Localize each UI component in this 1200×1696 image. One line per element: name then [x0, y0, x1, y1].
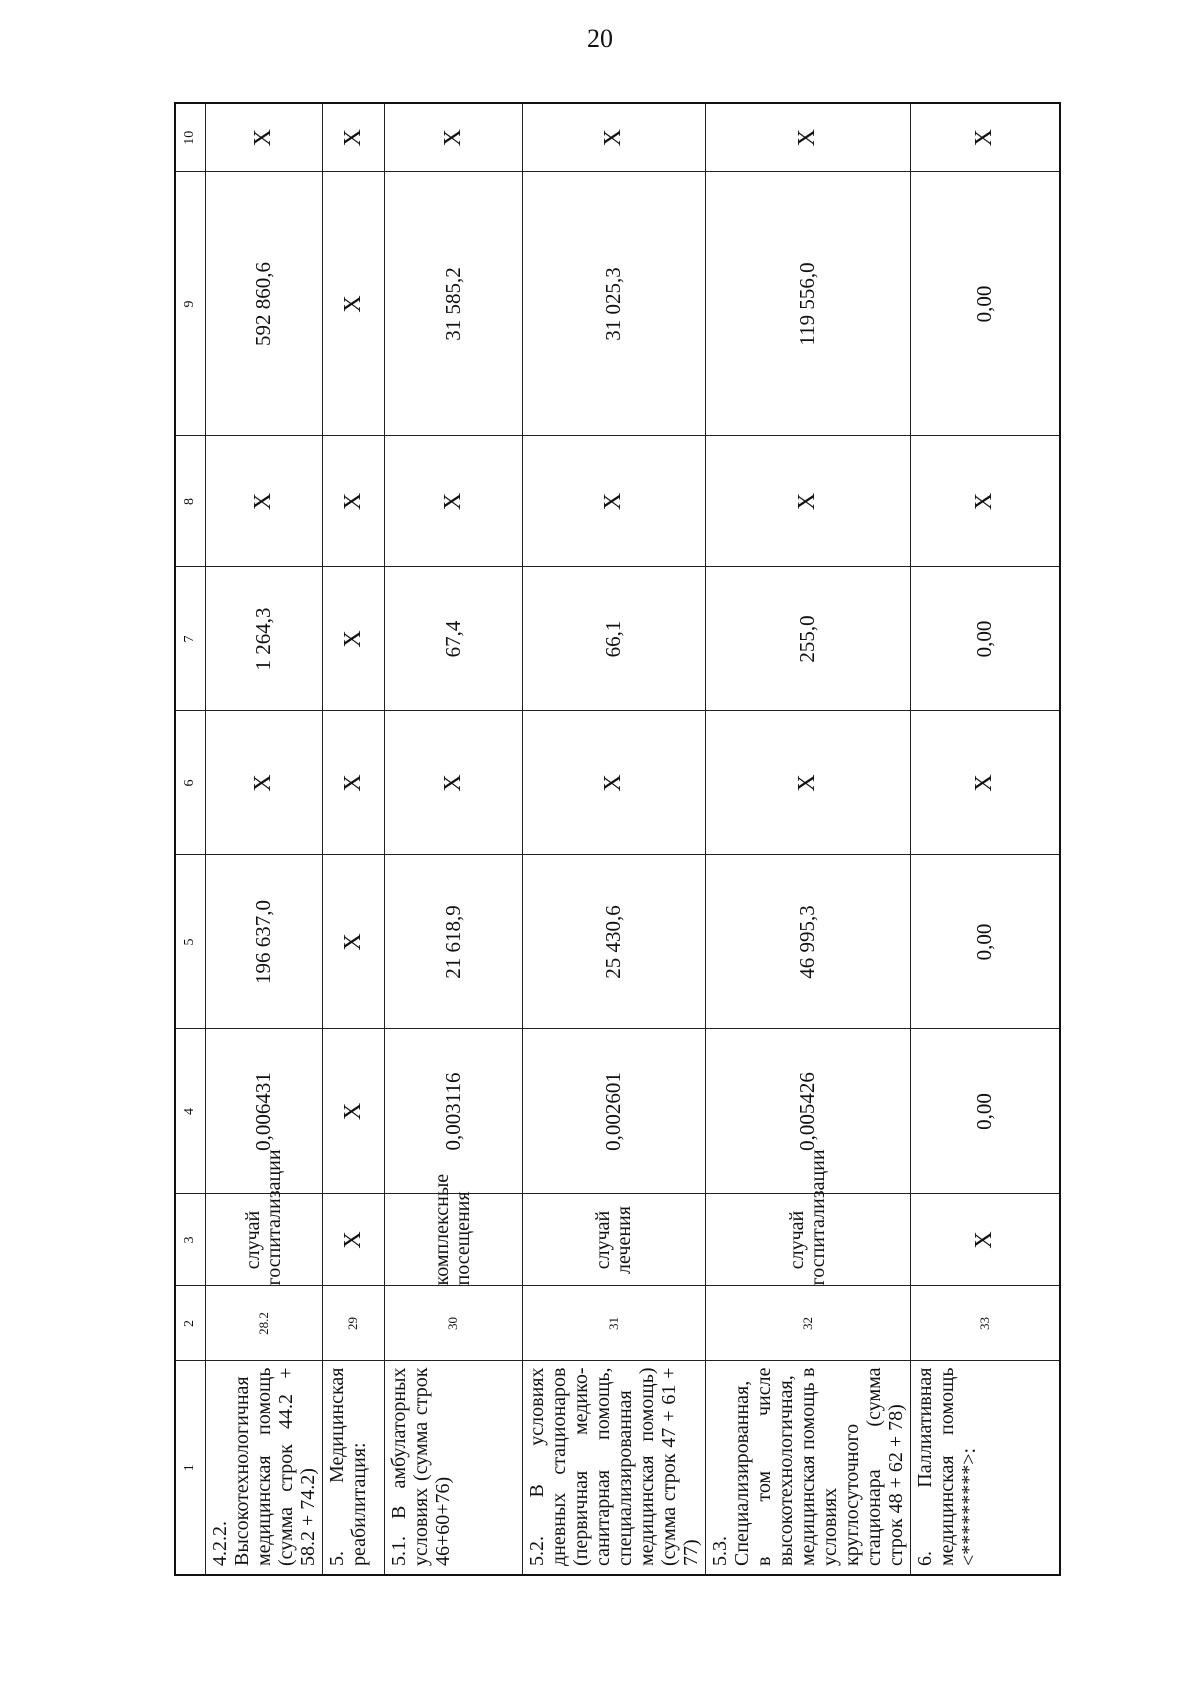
- value-cell: X: [205, 103, 322, 172]
- column-header: 3: [175, 1194, 205, 1286]
- unit-cell: X: [910, 1194, 1060, 1286]
- value-cell: X: [910, 436, 1060, 567]
- table-row: [205, 103, 322, 1575]
- value-cell: X: [322, 711, 384, 855]
- value-cell: X: [322, 103, 384, 172]
- value-cell: 66,1: [522, 567, 705, 711]
- unit-cell: случай госпитализации: [205, 1194, 322, 1286]
- value-cell: 119 556,0: [705, 172, 910, 436]
- column-header: 9: [175, 172, 205, 436]
- value-cell: 31 025,3: [522, 172, 705, 436]
- line-number-cell: 30: [384, 1286, 522, 1361]
- value-cell: X: [522, 436, 705, 567]
- value-cell: X: [205, 436, 322, 567]
- value-cell: 25 430,6: [522, 855, 705, 1029]
- column-header: 1: [175, 1361, 205, 1575]
- unit-cell: случай лечения: [522, 1194, 705, 1286]
- table-header-row: [175, 103, 205, 1575]
- line-number-cell: 31: [522, 1286, 705, 1361]
- line-number-cell: 33: [910, 1286, 1060, 1361]
- row-name-cell: 5.3. Специализированная, в том числе высокотехнологичная, медицинская помощь в условиях круглосуточного стационара (сумма строк 48 + 62 + 78): [705, 1361, 910, 1575]
- value-cell: 0,006431: [205, 1029, 322, 1194]
- page-number: 20: [587, 24, 613, 53]
- value-cell: X: [705, 103, 910, 172]
- column-header: 8: [175, 436, 205, 567]
- value-cell: X: [910, 711, 1060, 855]
- value-cell: X: [322, 172, 384, 436]
- value-cell: 0,00: [910, 1029, 1060, 1194]
- value-cell: 592 860,6: [205, 172, 322, 436]
- value-cell: 0,00: [910, 172, 1060, 436]
- table-row: [384, 103, 522, 1575]
- value-cell: X: [322, 1029, 384, 1194]
- column-header: 6: [175, 711, 205, 855]
- table-row: [522, 103, 705, 1575]
- value-cell: 0,003116: [384, 1029, 522, 1194]
- value-cell: X: [522, 103, 705, 172]
- value-cell: 255,0: [705, 567, 910, 711]
- value-cell: X: [205, 711, 322, 855]
- row-name-cell: 4.2.2. Высокотехнологичная медицинская помощь (сумма строк 44.2 + 58.2 + 74.2): [205, 1361, 322, 1575]
- value-cell: 196 637,0: [205, 855, 322, 1029]
- column-header: 10: [175, 103, 205, 172]
- column-header: 7: [175, 567, 205, 711]
- value-cell: 67,4: [384, 567, 522, 711]
- value-cell: 1 264,3: [205, 567, 322, 711]
- row-name-cell: 6. Паллиативная медицинская помощь <*********>:: [910, 1361, 1060, 1575]
- value-cell: X: [705, 711, 910, 855]
- unit-cell: X: [322, 1194, 384, 1286]
- line-number-cell: 32: [705, 1286, 910, 1361]
- value-cell: X: [705, 436, 910, 567]
- table-row: [910, 103, 1060, 1575]
- value-cell: X: [384, 711, 522, 855]
- unit-cell: случай госпитализации: [705, 1194, 910, 1286]
- data-table: [174, 102, 1061, 1576]
- line-number-cell: 28.2: [205, 1286, 322, 1361]
- value-cell: X: [384, 103, 522, 172]
- value-cell: X: [522, 711, 705, 855]
- table-row: [322, 103, 384, 1575]
- table-row: [705, 103, 910, 1575]
- value-cell: 0,00: [910, 855, 1060, 1029]
- value-cell: X: [384, 436, 522, 567]
- value-cell: 0,002601: [522, 1029, 705, 1194]
- value-cell: X: [322, 855, 384, 1029]
- column-header: 4: [175, 1029, 205, 1194]
- value-cell: 0,00: [910, 567, 1060, 711]
- column-header: 5: [175, 855, 205, 1029]
- value-cell: X: [322, 567, 384, 711]
- rotated-table-container: [174, 104, 1026, 1576]
- line-number-cell: 29: [322, 1286, 384, 1361]
- unit-cell: комплексные посещения: [384, 1194, 522, 1286]
- row-name-cell: 5.1. В амбулаторных условиях (сумма строк 46+60+76): [384, 1361, 522, 1575]
- value-cell: 46 995,3: [705, 855, 910, 1029]
- value-cell: X: [910, 103, 1060, 172]
- column-header: 2: [175, 1286, 205, 1361]
- value-cell: X: [322, 436, 384, 567]
- row-name-cell: 5. Медицинская реабилитация:: [322, 1361, 384, 1575]
- row-name-cell: 5.2. В условиях дневных стационаров (первичная медико-санитарная помощь, специализированная медицинская помощь) (сумма строк 47 + 61 + 77): [522, 1361, 705, 1575]
- value-cell: 31 585,2: [384, 172, 522, 436]
- value-cell: 21 618,9: [384, 855, 522, 1029]
- value-cell: 0,005426: [705, 1029, 910, 1194]
